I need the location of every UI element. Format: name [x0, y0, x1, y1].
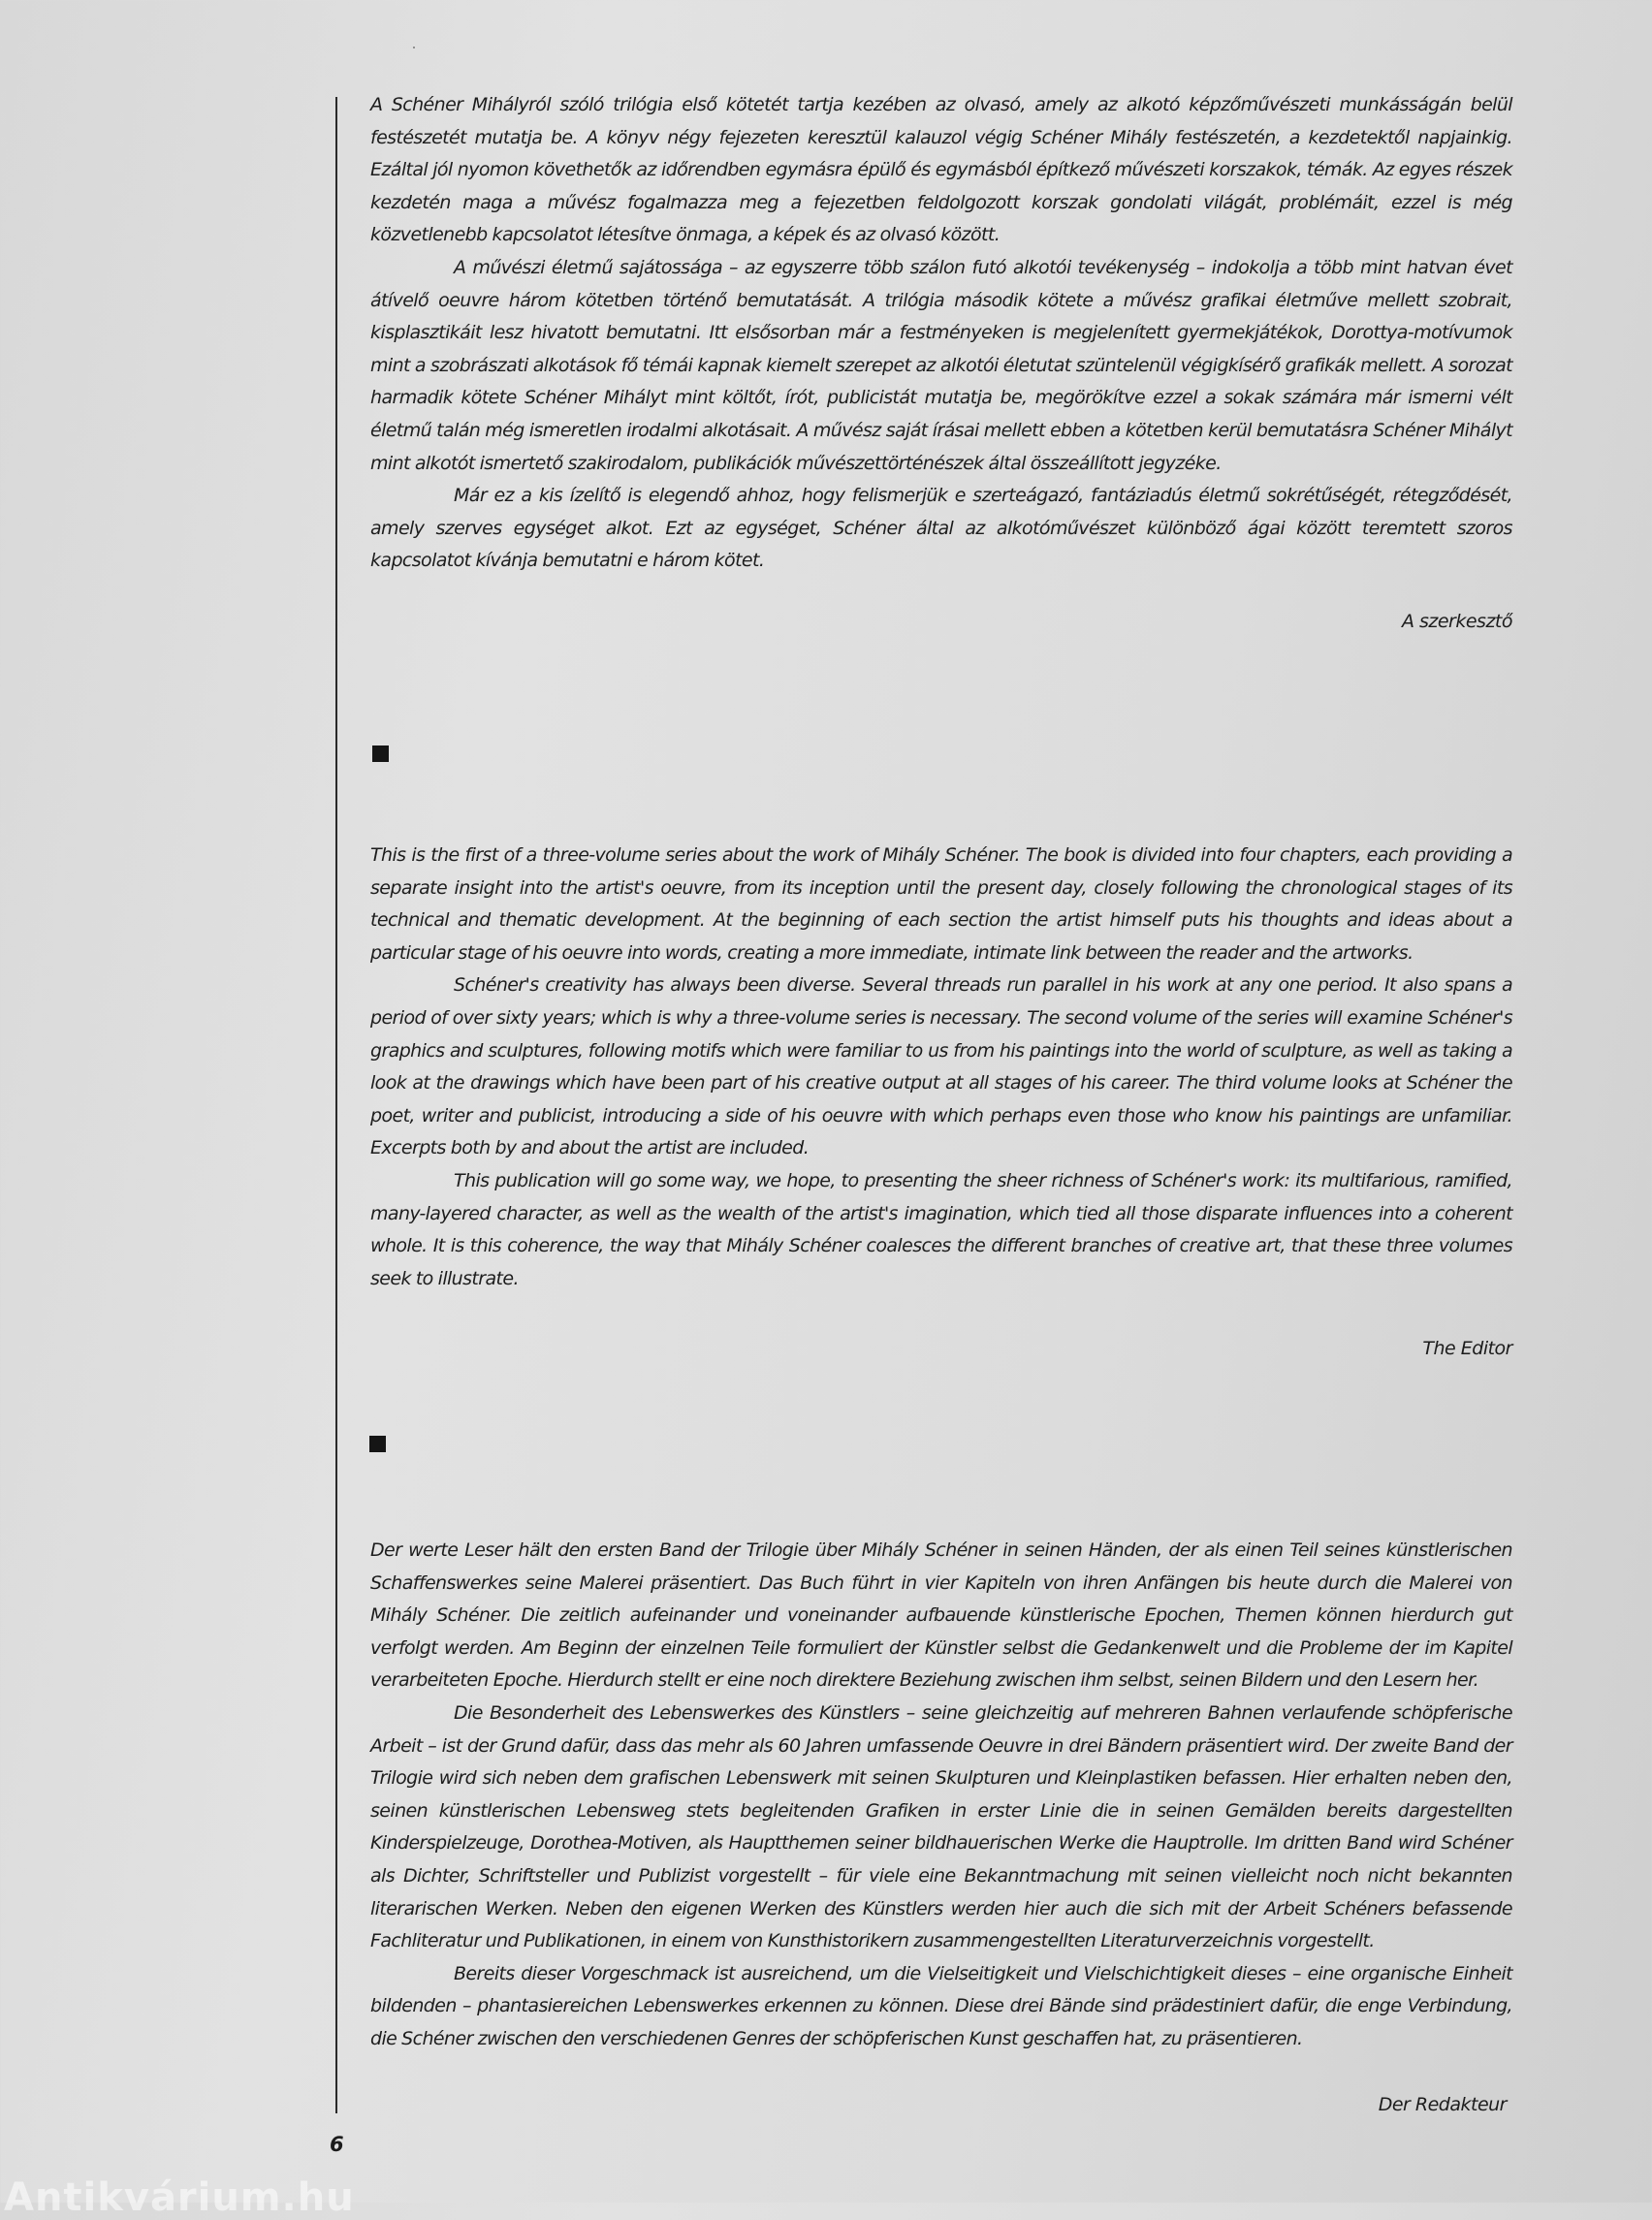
- section-marker-square: [369, 1436, 386, 1452]
- page-number: 6: [330, 2133, 344, 2156]
- german-paragraph-2: Die Besonderheit des Lebenswerkes des Künstlers – seine gleichzeitig auf mehreren Bahnen verlaufende schöpferische Arbeit – ist der Grund dafür, dass das mehr als 60 Jahren umfassende Oeuvre in drei Bändern präsentiert wird. Der zweite Band der Trilogie wird sich neben dem grafischen Lebenswerk mit seinen Skulpturen und Kleinplastiken befassen. Hier erhalten neben den, seinen künstlerischen Lebensweg stets begleitenden Grafiken in erster Linie die in seinen Gemälden bereits dargestellten Kinderspielzeuge, Dorothea-Motiven, als Hauptthemen seiner bildhauerischen Werke die Hauptrolle. Im dritten Band wird Schéner als Dichter, Schriftsteller und Publizist vorgestellt – für viele eine Bekanntmachung mit seinen vielleicht noch nicht bekannten literarischen Werken. Neben den eigenen Werken des Künstlers werden hier auch die sich mit der Arbeit Schéners befassende Fachliteratur und Publikationen, in einem von Kunsthistorikern zusammengestellten Literaturverzeichnis vorgestellt.: [370, 1701, 1512, 1952]
- margin-rule: [335, 97, 337, 2113]
- hungarian-signature-row: [370, 611, 1512, 646]
- german-signature: Der Redakteur: [1378, 2094, 1507, 2115]
- english-signature: The Editor: [1422, 1338, 1512, 1359]
- hungarian-paragraph-1: A Schéner Mihályról szóló trilógia első kötetét tartja kezében az olvasó, amely az alkotó képzőművészeti munkásságán belül festészetét mutatja be. A könyv négy fejezeten keresztül kalauzol végig Schéner Mihály festészetén, a kezdetektől napjainkig. Ezáltal jól nyomon követhetők az időrendben egymásra épülő és egymásból építkező művészeti korszakok, témák. Az egyes részek kezdetén maga a művész fogalmazza meg a fejezetben feldolgozott korszak gondolati világát, problémáit, ezzel is még közvetlenebb kapcsolatot létesítve önmaga, a képek és az olvasó között.: [370, 94, 1512, 246]
- english-paragraph-2: Schéner's creativity has always been diverse. Several threads run parallel in his work at any one period. It also spans a period of over sixty years; which is why a three-volume series is necessary. The second volume of the series will examine Schéner's graphics and sculptures, following motifs which were familiar to us from his paintings into the world of sculpture, as well as taking a look at the drawings which have been part of his creative output at all stages of his career. The third volume looks at Schéner the poet, writer and publicist, introducing a side of his oeuvre with which perhaps even those who know his paintings are unfamiliar. Excerpts both by and about the artist are included.: [370, 974, 1512, 1159]
- german-paragraph-1: Der werte Leser hält den ersten Band der Trilogie über Mihály Schéner in seinen Händen, der als einen Teil seines künstlerischen Schaffenswerkes seine Malerei präsentiert. Das Buch führt in vier Kapiteln von ihren Anfängen bis heute durch die Malerei von Mihály Schéner. Die zeitlich aufeinander und voneinander aufbauende künstlerische Epochen, Themen können hierdurch gut verfolgt werden. Am Beginn der einzelnen Teile formuliert der Künstler selbst die Gedankenwelt und die Probleme der im Kapitel verarbeiteten Epoche. Hierdurch stellt er eine noch direktere Beziehung zwischen ihm selbst, seinen Bildern und den Lesern her.: [370, 1539, 1512, 1692]
- english-paragraph-3: This publication will go some way, we hope, to presenting the sheer richness of Schéner's work: its multifarious, ramified, many-layered character, as well as the wealth of the artist's imagination, which tied all those disparate influences into a coherent whole. It is this coherence, the way that Mihály Schéner coalesces the different branches of creative art, that these three volumes seek to illustrate.: [370, 1169, 1512, 1289]
- german-signature-row: [370, 2094, 1512, 2129]
- english-paragraph-1: This is the first of a three-volume series about the work of Mihály Schéner. The book is divided into four chapters, each providing a separate insight into the artist's oeuvre, from its inception until the present day, closely following the chronological stages of its technical and thematic development. At the beginning of each section the artist himself puts his thoughts and ideas about a particular stage of his oeuvre into words, creating a more immediate, intimate link between the reader and the artworks.: [370, 844, 1512, 964]
- section-marker-square: [372, 745, 389, 762]
- german-paragraph-3: Bereits dieser Vorgeschmack ist ausreichend, um die Vielseitigkeit und Vielschichtigkeit dieses – eine organische Einheit bildenden – phantasiereichen Lebenswerkes erkennen zu können. Diese drei Bände sind prädestiniert dafür, die enge Verbindung, die Schéner zwischen den verschiedenen Genres der schöpferischen Kunst geschaffen hat, zu präsentieren.: [370, 1962, 1512, 2049]
- paper-speck: [413, 47, 415, 48]
- english-section: [370, 840, 1512, 1295]
- hungarian-signature: A szerkesztő: [1401, 611, 1512, 632]
- hungarian-paragraph-3: Már ez a kis ízelítő is elegendő ahhoz, hogy felismerjük e szerteágazó, fantáziadús életmű sokrétűségét, rétegződését, amely szerves egységet alkot. Ezt az egységet, Schéner által az alkotóművészet különböző ágai között teremtett szoros kapcsolatot kívánja bemutatni e három kötet.: [370, 485, 1512, 572]
- english-signature-row: [370, 1338, 1512, 1373]
- hungarian-section: [370, 89, 1512, 578]
- hungarian-paragraph-2: A művészi életmű sajátossága – az egyszerre több szálon futó alkotói tevékenység – indokolja a több mint hatvan évet átívelő oeuvre három kötetben történő bemutatását. A trilógia második kötete a művész grafikai életműve mellett szobrait, kisplasztikáit lesz hivatott bemutatni. Itt elsősorban már a festményeken is megjelenített gyermekjátékok, Dorottya-motívumok mint a szobrászati alkotások fő témái kapnak kiemelt szerepet az alkotói életutat szüntelenül végigkísérő grafikák mellett. A sorozat harmadik kötete Schéner Mihályt mint költőt, írót, publicistát mutatja be, megörökítve ezzel a sokak számára már ismerni vélt életmű talán még ismeretlen irodalmi alkotásait. A művész saját írásai mellett ebben a kötetben kerül bemutatásra Schéner Mihályt mint alkotót ismertető szakirodalom, publikációk művészettörténészek által összeállított jegyzéke.: [370, 256, 1512, 474]
- german-section: [370, 1535, 1512, 2056]
- watermark: Antikvárium.hu: [4, 2175, 355, 2220]
